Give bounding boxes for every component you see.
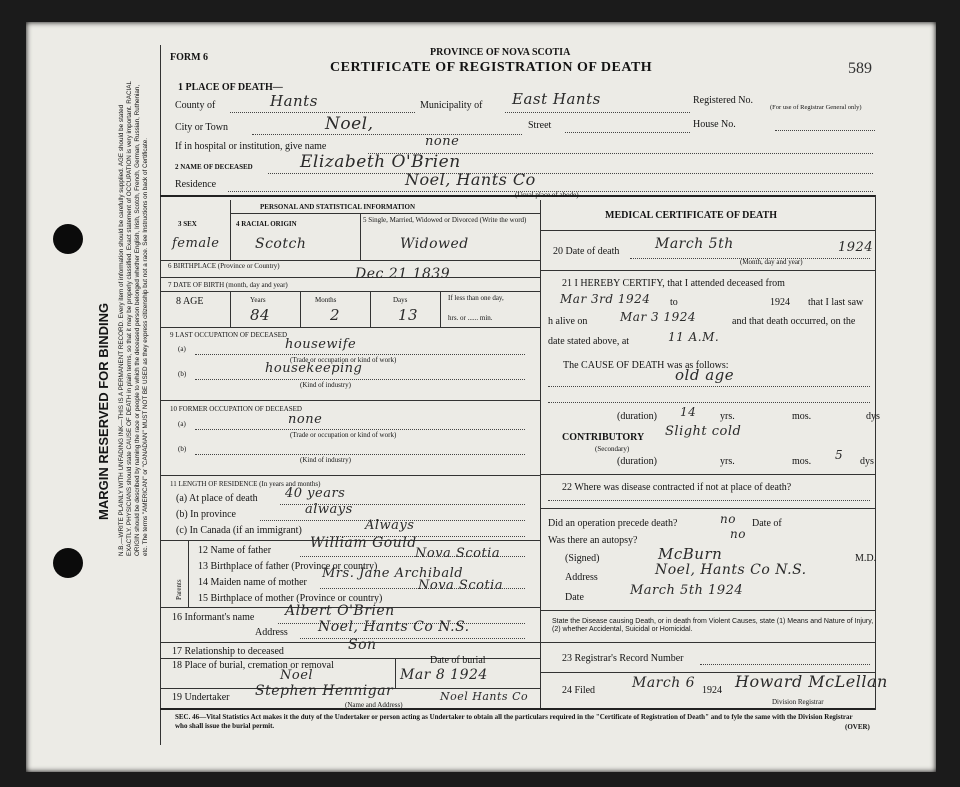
industry-note: (Kind of industry) — [300, 381, 351, 389]
medical-line-2 — [540, 474, 875, 475]
medical-heading-line — [540, 230, 875, 231]
city-label: City or Town — [175, 122, 229, 133]
row-line-6 — [160, 475, 540, 476]
former-occ-a-line — [195, 429, 525, 430]
former-occupation-a: none — [288, 412, 323, 427]
death-date-note: (Month, day and year) — [740, 258, 803, 266]
column-divider — [540, 200, 541, 710]
city-value: Noel, — [325, 114, 374, 134]
province-heading: PROVINCE OF NOVA SCOTIA — [430, 47, 571, 58]
burial-place-label: 18 Place of burial, cremation or removal — [172, 660, 334, 671]
medical-line-5 — [540, 642, 875, 643]
father-birthplace-value: Nova Scotia — [415, 546, 501, 561]
death-time: 11 A.M. — [668, 330, 720, 344]
operation-value: no — [720, 512, 736, 526]
informant-address-label: Address — [255, 627, 288, 638]
in-province-label: (b) In province — [176, 509, 236, 520]
former-occ-b-label: (b) — [178, 445, 187, 453]
former-occ-a-label: (a) — [178, 420, 186, 428]
months-label: Months — [315, 296, 337, 304]
last-occupation-b: housekeeping — [265, 361, 363, 376]
age-divider-4 — [440, 291, 441, 327]
parents-divider — [188, 540, 189, 607]
county-value: Hants — [270, 92, 318, 110]
less-than-day-label: If less than one day, — [448, 294, 504, 302]
death-year-value: 1924 — [838, 240, 874, 255]
race-value: Scotch — [255, 236, 307, 252]
filed-date: March 6 — [632, 675, 696, 691]
registrar-signature: Howard McLellan — [735, 672, 888, 691]
contributory-value: Slight cold — [665, 424, 742, 439]
county-line — [230, 112, 415, 113]
street-line — [565, 132, 690, 133]
in-province-value: always — [305, 502, 353, 517]
father-value: William Gould — [310, 535, 417, 551]
alive-label: h alive on — [548, 316, 588, 327]
left-border — [160, 45, 161, 745]
physician-address-label: Address — [565, 572, 598, 583]
death-date-label: 20 Date of death — [553, 246, 620, 257]
informant-address-line — [300, 638, 525, 639]
in-canada-label: (c) In Canada (if an immigrant) — [176, 525, 302, 536]
father-label: 12 Name of father — [198, 545, 272, 556]
contrib-dys-label: dys — [860, 456, 874, 467]
years-label: Years — [250, 296, 266, 304]
municipality-line — [505, 112, 690, 113]
relationship-value: Son — [348, 637, 377, 653]
cause-label: The CAUSE OF DEATH was as follows: — [563, 360, 729, 371]
duration-dys-label: dys — [866, 411, 880, 422]
age-divider-2 — [300, 291, 301, 327]
filed-label: 24 Filed — [562, 685, 596, 696]
autopsy-label: Was there an autopsy? — [548, 535, 638, 546]
former-occupation-label: 10 FORMER OCCUPATION OF DECEASED — [170, 405, 302, 413]
margin-heading: MARGIN RESERVED FOR BINDING — [96, 302, 111, 520]
personal-heading-line — [230, 213, 540, 214]
mother-value: Mrs. Jane Archibald — [322, 566, 464, 581]
medical-line-4 — [540, 610, 875, 611]
certify-label: 21 I HEREBY CERTIFY, that I attended deceased from — [562, 278, 785, 289]
house-label: House No. — [693, 119, 736, 130]
footer-statute: SEC. 46—Vital Statistics Act makes it the duty of the Undertaker or person acting as Undertaker to obtain all the particulars required in the "Certificate of Registration of Death" and to fyle the same with the Division Registrar who shall issue the burial permit. — [175, 713, 853, 730]
registrar-title: Division Registrar — [772, 698, 824, 706]
municipality-label: Municipality of — [420, 100, 483, 111]
certificate-title: CERTIFICATE OF REGISTRATION OF DEATH — [330, 60, 653, 75]
burial-place-value: Noel — [280, 668, 314, 683]
last-occ-a-line — [195, 354, 525, 355]
cause-line-1 — [548, 386, 870, 387]
house-line — [775, 130, 875, 131]
serial-number: 589 — [848, 60, 872, 77]
contracted-line — [548, 500, 870, 501]
binding-hole-bottom — [53, 548, 83, 578]
former-occ-b-line — [195, 454, 525, 455]
mother-label: 14 Maiden name of mother — [198, 577, 307, 588]
contrib-mos-label: mos. — [792, 456, 812, 467]
medical-line-1 — [540, 270, 875, 271]
marital-value: Widowed — [400, 236, 469, 252]
residence-value: Noel, Hants Co — [405, 170, 536, 189]
former-industry-note: (Kind of industry) — [300, 456, 351, 464]
contributory-label: CONTRIBUTORY — [562, 432, 645, 443]
mother-birthplace-value: Nova Scotia — [418, 578, 504, 593]
undertaker-address: Noel Hants Co — [440, 690, 529, 703]
row-line-4 — [160, 327, 540, 328]
cause-value: old age — [675, 366, 735, 384]
age-years: 84 — [250, 306, 271, 324]
residence-length-label: 11 LENGTH OF RESIDENCE (In years and months) — [170, 480, 321, 488]
row-line-2 — [160, 277, 540, 278]
mother-birthplace-label: 15 Birthplace of mother (Province or country) — [198, 593, 383, 604]
death-date-value: March 5th — [655, 236, 734, 252]
operation-label: Did an operation precede death? — [548, 518, 678, 529]
informant-label: 16 Informant's name — [172, 612, 255, 623]
parents-label: Parents — [175, 579, 183, 600]
medical-line-3 — [540, 508, 875, 509]
row-line-5 — [160, 400, 540, 401]
last-saw-label: that I last saw — [808, 297, 864, 308]
date-stated-label: date stated above, at — [548, 336, 630, 347]
last-occupation-label: 9 LAST OCCUPATION OF DECEASED — [170, 331, 288, 339]
duration-yrs-label: yrs. — [720, 411, 735, 422]
cert-date: March 5th 1924 — [630, 583, 744, 598]
marital-label: 5 Single, Married, Widowed or Divorced (Write the word) — [363, 216, 527, 224]
birthplace-label: 6 BIRTHPLACE (Province or Country) — [168, 262, 280, 270]
last-occ-b-label: (b) — [178, 370, 187, 378]
footer-divider — [160, 708, 875, 710]
secondary-note: (Secondary) — [595, 445, 630, 453]
undertaker-note: (Name and Address) — [345, 701, 403, 709]
alive-date: Mar 3 1924 — [620, 310, 696, 324]
dob-label: 7 DATE OF BIRTH (month, day and year) — [168, 281, 288, 289]
death-occurred-label: and that death occurred, on the — [732, 316, 856, 327]
race-label: 4 RACIAL ORIGIN — [236, 220, 297, 228]
contracted-label: 22 Where was disease contracted if not at place of death? — [562, 482, 792, 493]
dob-value: Dec 21 1839 — [355, 266, 451, 282]
contrib-yrs-label: yrs. — [720, 456, 735, 467]
hospital-label: If in hospital or institution, give name — [175, 141, 327, 152]
age-label: 8 AGE — [176, 296, 204, 307]
operation-date-label: Date of — [752, 518, 782, 529]
filed-year: 1924 — [702, 685, 722, 696]
at-place-value: 40 years — [285, 486, 346, 501]
undertaker-label: 19 Undertaker — [172, 692, 230, 703]
row-line-1 — [160, 260, 540, 261]
age-divider-3 — [370, 291, 371, 327]
personal-heading: PERSONAL AND STATISTICAL INFORMATION — [260, 203, 416, 211]
days-label: Days — [393, 296, 408, 304]
contrib-days: 5 — [835, 448, 844, 462]
age-divider-1 — [230, 291, 231, 327]
form-number: FORM 6 — [170, 52, 209, 63]
residence-note: (Usual place of abode) — [515, 191, 579, 199]
burial-date-label: Date of burial — [430, 655, 486, 666]
race-marital-divider — [360, 213, 361, 260]
right-border — [875, 195, 876, 710]
last-occ-b-line — [195, 379, 525, 380]
duration-label: (duration) — [617, 411, 657, 422]
signed-label: (Signed) — [565, 553, 600, 564]
duration-years: 14 — [680, 405, 697, 419]
duration-mos-label: mos. — [792, 411, 812, 422]
in-canada-value: Always — [365, 518, 415, 533]
undertaker-value: Stephen Hennigar — [255, 683, 394, 699]
to-year: 1924 — [770, 297, 790, 308]
margin-instructions: N.B.—WRITE PLAINLY WITH UNFADING INK—THIS IS A PERMANENT RECORD. Every item of information should be carefully supplied. AGE should be stated EXACTLY. PHYSICIANS should state CAUSE OF DEATH in plain terms, so that it may be properly classified. Exact statement of OCCUPATION is very important. RACIAL ORIGIN should be described by naming the race or people to which the deceased person belonged whether English, Irish, Scotch, French, German, Russian, Ruthenian, etc. The terms "AMERICAN" or "CANADIAN" MUST NOT BE USED as they express citizenship but not a race. See Instructions on back of Certificate. — [118, 81, 149, 556]
hospital-value: none — [425, 134, 460, 149]
residence-label: Residence — [175, 179, 217, 190]
burial-divider — [395, 658, 396, 688]
name-line — [268, 173, 873, 174]
age-days: 13 — [398, 306, 419, 324]
over-label: (OVER) — [845, 723, 870, 731]
contrib-duration-label: (duration) — [617, 456, 657, 467]
last-occupation-a: housewife — [285, 337, 357, 352]
informant-address-value: Noel, Hants Co N.S. — [318, 619, 470, 635]
municipality-value: East Hants — [512, 90, 601, 108]
age-months: 2 — [330, 306, 341, 324]
record-number-label: 23 Registrar's Record Number — [562, 653, 684, 664]
burial-date-value: Mar 8 1924 — [400, 667, 488, 683]
place-heading: 1 PLACE OF DEATH— — [178, 82, 283, 93]
relationship-label: 17 Relationship to deceased — [172, 646, 284, 657]
row-line-3 — [160, 291, 540, 292]
name-label: 2 NAME OF DECEASED — [175, 163, 253, 171]
last-occ-a-label: (a) — [178, 345, 186, 353]
registered-note: (For use of Registrar General only) — [770, 104, 862, 111]
sex-value: female — [172, 236, 220, 251]
sex-label: 3 SEX — [178, 220, 197, 228]
record-number-line — [700, 664, 870, 665]
medical-heading: MEDICAL CERTIFICATE OF DEATH — [605, 210, 777, 221]
violent-causes-note: State the Disease causing Death, or in death from Violent Causes, state (1) Means and Nature of Injury, (2) whether Accidental, Suicidal or Homicidal. — [552, 618, 874, 633]
autopsy-value: no — [730, 527, 746, 541]
at-place-label: (a) At place of death — [176, 493, 258, 504]
father-birthplace-label: 13 Birthplace of father (Province or country) — [198, 561, 378, 572]
registered-label: Registered No. — [693, 95, 753, 106]
sex-race-divider — [230, 200, 231, 260]
hrs-min-label: hrs. or ...... min. — [448, 314, 493, 322]
deceased-name: Elizabeth O'Brien — [300, 152, 461, 172]
attended-from: Mar 3rd 1924 — [560, 292, 651, 306]
trade-note: (Trade or occupation or kind of work) — [290, 356, 397, 364]
county-label: County of — [175, 100, 216, 111]
city-line — [252, 134, 522, 135]
binding-hole-top — [53, 224, 83, 254]
cert-date-label: Date — [565, 592, 584, 603]
informant-value: Albert O'Brien — [285, 603, 395, 619]
to-label: to — [670, 297, 678, 308]
physician-address: Noel, Hants Co N.S. — [655, 562, 807, 578]
physician-signature: McBurn — [658, 545, 723, 563]
street-label: Street — [528, 120, 552, 131]
former-trade-note: (Trade or occupation or kind of work) — [290, 431, 397, 439]
cause-line-2 — [548, 402, 870, 403]
md-label: M.D. — [855, 553, 877, 564]
